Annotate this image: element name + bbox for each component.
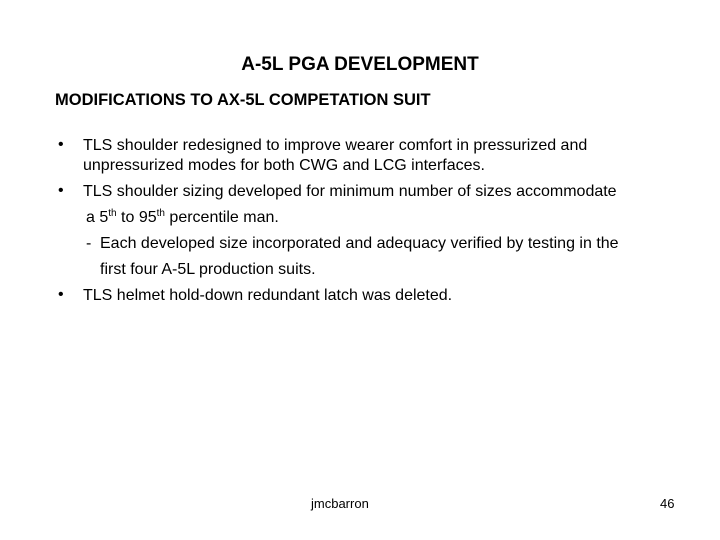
bullet-text-percentile	[86, 208, 279, 228]
bullet-icon: •	[58, 182, 64, 199]
sub-bullet-text: Each developed size incorporated and adequacy verified by testing in the	[100, 235, 619, 252]
sub-bullet-text: first four A-5L production suits.	[100, 261, 316, 278]
bullet-text: unpressurized modes for both CWG and LCG interfaces.	[83, 157, 485, 174]
dash-icon: -	[86, 235, 92, 252]
footer-author: jmcbarron	[311, 496, 369, 511]
bullet-text: TLS shoulder redesigned to improve wearer comfort in pressurized and	[83, 137, 588, 154]
bullet-text: TLS helmet hold-down redundant latch was deleted.	[83, 287, 453, 304]
superscript: th	[108, 208, 117, 219]
page-number: 46	[660, 496, 675, 511]
text: percentile man.	[164, 209, 279, 226]
text: to 95	[116, 209, 157, 226]
section-heading: MODIFICATIONS TO AX-5L COMPETATION SUIT	[55, 91, 431, 109]
text: a 5	[86, 209, 109, 226]
bullet-icon: •	[58, 136, 64, 153]
slide-title: A-5L PGA DEVELOPMENT	[241, 54, 479, 75]
bullet-text: TLS shoulder sizing developed for minimum number of sizes accommodate	[83, 183, 617, 200]
superscript: th	[156, 208, 165, 219]
bullet-icon: •	[58, 286, 64, 303]
